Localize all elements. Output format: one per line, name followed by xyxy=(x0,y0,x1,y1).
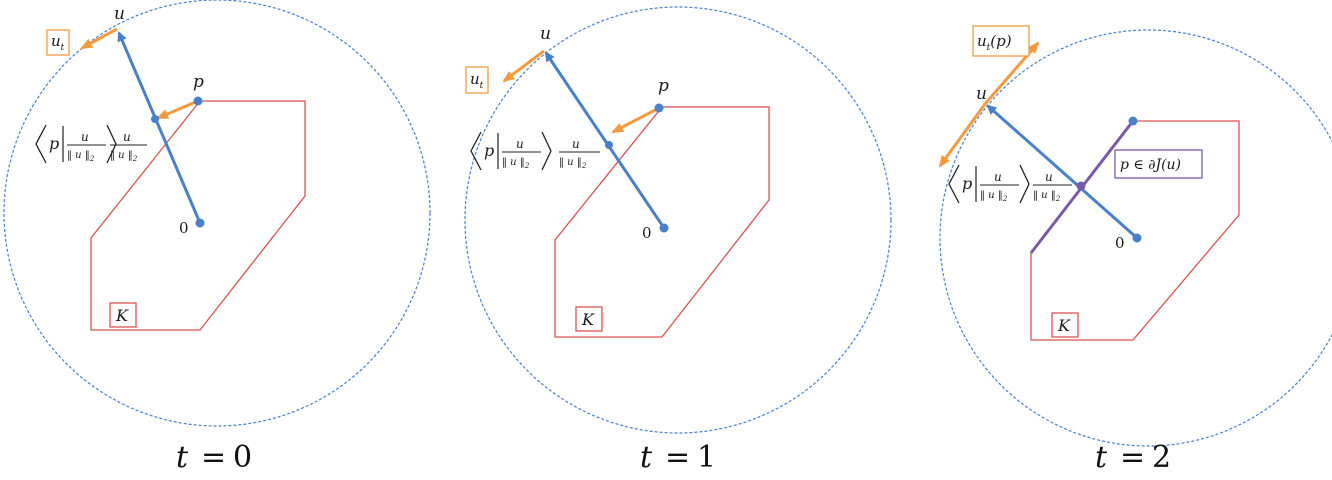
svg-text:u: u xyxy=(994,170,1002,184)
point-p xyxy=(655,104,664,113)
ut-arrow xyxy=(504,51,544,81)
svg-text:‖ u ‖2: ‖ u $‖_2$ xyxy=(559,157,587,170)
svg-text:u: u xyxy=(81,130,89,144)
u-vector xyxy=(119,33,200,223)
ball-circle xyxy=(4,0,430,426)
projection-formula xyxy=(949,165,1072,203)
label-p: p xyxy=(658,76,669,96)
svg-text:u: u xyxy=(516,137,524,151)
label-u: u xyxy=(540,24,551,44)
ball-circle xyxy=(465,7,891,433)
svg-text:u: u xyxy=(572,137,580,151)
svg-text:p: p xyxy=(49,134,60,153)
caption-t2: t = 2 xyxy=(1095,440,1172,475)
svg-text:‖ u ‖2: ‖ u $‖_2$ xyxy=(1033,190,1061,203)
svg-text:p: p xyxy=(962,174,973,193)
label-origin: 0 xyxy=(642,224,652,242)
panel-t2 xyxy=(940,26,1332,475)
point-origin xyxy=(1133,234,1142,243)
label-k: K xyxy=(582,310,594,329)
polytope-k xyxy=(555,107,769,337)
svg-text:u: u xyxy=(123,130,131,144)
label-u: u xyxy=(114,4,125,24)
label-p: p xyxy=(193,72,204,92)
point-origin xyxy=(660,224,669,233)
label-k: K xyxy=(116,306,128,325)
point-p xyxy=(1129,117,1138,126)
label-ut: $u_t$ xyxy=(470,70,484,91)
panel-t1 xyxy=(465,7,891,475)
label-p-in-subdifferential: p ∈ ∂J(u) xyxy=(1120,157,1182,173)
ut-arrow-negative xyxy=(940,104,985,166)
svg-text:‖ u ‖2: ‖ u $‖_2$ xyxy=(502,157,530,170)
svg-text:‖ u ‖2: ‖ u $‖_2$ xyxy=(980,190,1008,203)
point-projection xyxy=(605,141,613,149)
caption-t1: t = 1 xyxy=(640,440,717,475)
u-vector xyxy=(546,53,664,228)
projection-formula xyxy=(471,132,600,170)
svg-text:‖ u ‖2: ‖ u $‖_2$ xyxy=(67,150,95,163)
ut-arrow xyxy=(82,29,117,48)
svg-text:p: p xyxy=(484,141,495,160)
label-k: K xyxy=(1058,316,1070,335)
projection-formula xyxy=(36,125,147,163)
label-origin: 0 xyxy=(179,219,189,237)
label-ut: $u_t$ xyxy=(51,32,65,53)
caption-t0: t = 0 xyxy=(176,440,253,475)
point-origin xyxy=(196,219,205,228)
label-u: u xyxy=(976,84,987,104)
point-projection xyxy=(151,115,159,123)
label-ut-p: $u_t(p)$ xyxy=(977,32,1012,53)
svg-text:u: u xyxy=(1045,170,1053,184)
projection-arrow xyxy=(158,101,198,118)
point-projection xyxy=(1077,182,1086,191)
panel-t0 xyxy=(4,0,430,475)
point-p xyxy=(194,97,203,106)
label-origin: 0 xyxy=(1115,234,1125,252)
svg-text:‖ u ‖2: ‖ u $‖_2$ xyxy=(110,150,138,163)
